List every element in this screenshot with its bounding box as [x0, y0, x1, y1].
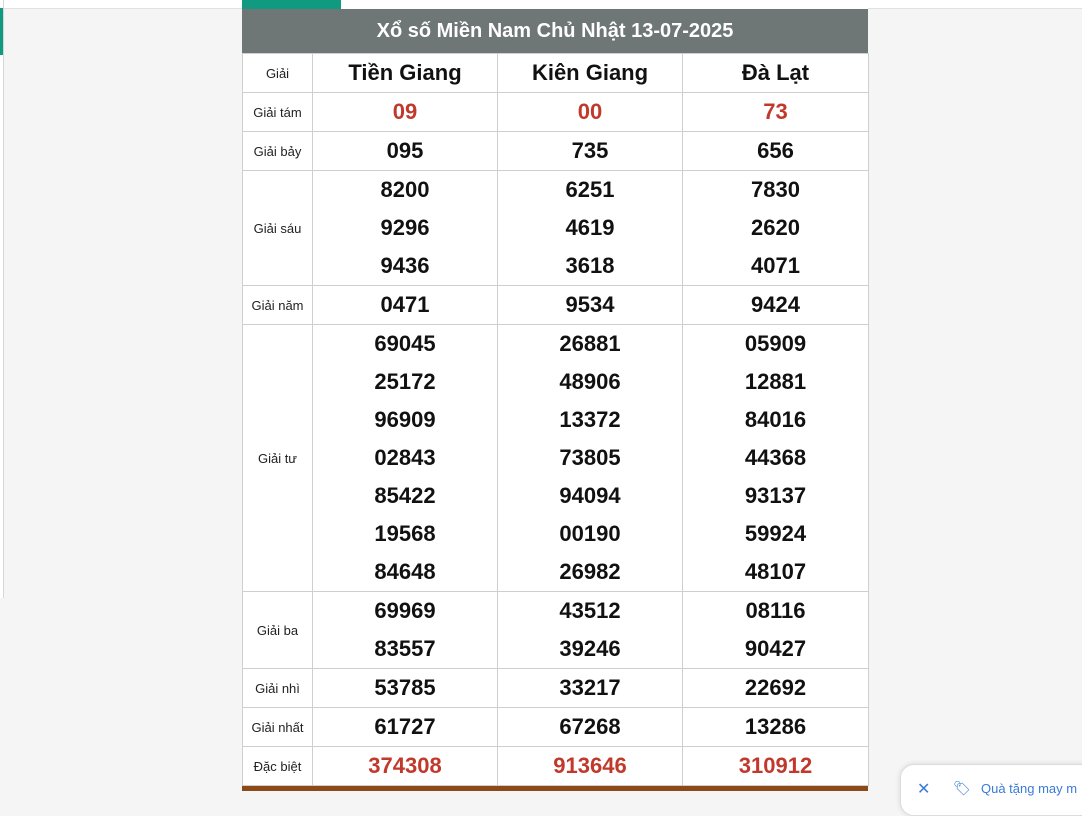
prize-number: 22692	[744, 675, 807, 700]
prize-row-giai-nam	[243, 286, 869, 325]
prize-number: 48107	[744, 559, 807, 584]
prize-cell	[313, 171, 498, 286]
prize-cell	[498, 592, 683, 669]
prize-cell	[313, 747, 498, 786]
table-header-row	[243, 54, 869, 93]
province-header-tien-giang: Tiền Giang	[313, 54, 498, 93]
prize-number: 12881	[744, 369, 807, 394]
prize-number: 4071	[751, 253, 800, 278]
prize-number: 61727	[374, 714, 436, 739]
prize-number: 84648	[374, 559, 436, 584]
results-title: Xổ số Miền Nam Chủ Nhật 13-07-2025	[242, 9, 868, 53]
prize-number: 43512	[559, 598, 621, 623]
prize-cell	[683, 171, 869, 286]
left-accent-tab[interactable]	[0, 8, 3, 55]
prize-cell	[498, 325, 683, 592]
prize-label: Giải tư	[243, 325, 313, 592]
prize-number: 9534	[565, 292, 615, 317]
prize-number: 19568	[374, 521, 436, 546]
close-icon[interactable]: ✕	[917, 781, 931, 798]
prize-cell	[498, 132, 683, 171]
prize-number: 7830	[751, 177, 800, 202]
prize-number: 69045	[374, 331, 436, 356]
prize-row-giai-ba	[243, 592, 869, 669]
prize-number: 00190	[559, 521, 621, 546]
prize-number: 33217	[559, 675, 621, 700]
prize-row-giai-tam	[243, 93, 869, 132]
prize-cell	[498, 708, 683, 747]
prize-number: 02843	[374, 445, 436, 470]
prize-number: 13372	[559, 407, 621, 432]
prize-number: 05909	[744, 331, 807, 356]
prize-number: 53785	[374, 675, 436, 700]
prize-header-label: Giải	[243, 54, 313, 93]
prize-cell	[313, 286, 498, 325]
prize-number: 26881	[559, 331, 621, 356]
prize-number: 374308	[368, 753, 442, 778]
prize-number: 26982	[559, 559, 621, 584]
prize-number: 48906	[559, 369, 621, 394]
tag-icon: 🏷	[953, 780, 971, 796]
prize-cell	[683, 132, 869, 171]
prize-number: 67268	[559, 714, 621, 739]
prize-row-giai-bay	[243, 132, 869, 171]
prize-cell	[313, 132, 498, 171]
prize-row-giai-sau	[243, 171, 869, 286]
prize-number: 59924	[744, 521, 807, 546]
active-tab-indicator[interactable]	[242, 0, 341, 9]
prize-number: 96909	[374, 407, 436, 432]
prize-cell	[498, 93, 683, 132]
prize-cell	[683, 93, 869, 132]
prize-label: Giải ba	[243, 592, 313, 669]
prize-number: 3618	[565, 253, 615, 278]
prize-cell	[683, 286, 869, 325]
prize-label: Đặc biệt	[243, 747, 313, 786]
prize-label: Giải nhì	[243, 669, 313, 708]
prize-cell	[683, 708, 869, 747]
prize-number: 735	[571, 138, 609, 163]
prize-cell	[498, 286, 683, 325]
prize-row-giai-nhi	[243, 669, 869, 708]
prize-number: 85422	[374, 483, 436, 508]
prize-number: 08116	[745, 598, 806, 623]
province-header-kien-giang: Kiên Giang	[498, 54, 683, 93]
prize-number: 39246	[559, 636, 621, 661]
promo-text[interactable]: Quà tặng may m	[981, 781, 1078, 796]
prize-number: 0471	[380, 292, 430, 317]
prize-number: 9424	[751, 292, 800, 317]
prize-cell	[683, 592, 869, 669]
prize-number: 913646	[553, 753, 627, 778]
prize-cell	[683, 325, 869, 592]
province-header-da-lat: Đà Lạt	[683, 54, 869, 93]
prize-number: 00	[577, 99, 603, 124]
prize-cell	[313, 708, 498, 747]
prize-row-dac-biet	[243, 747, 869, 786]
prize-number: 73805	[559, 445, 621, 470]
prize-label: Giải tám	[243, 93, 313, 132]
prize-number: 095	[386, 138, 424, 163]
prize-label: Giải sáu	[243, 171, 313, 286]
prize-cell	[498, 747, 683, 786]
prize-number: 6251	[565, 177, 615, 202]
prize-cell	[313, 669, 498, 708]
lottery-results-container	[242, 0, 868, 791]
prize-number: 25172	[374, 369, 436, 394]
prize-cell	[683, 669, 869, 708]
prize-row-giai-nhat	[243, 708, 869, 747]
prize-cell	[498, 669, 683, 708]
prize-cell	[313, 325, 498, 592]
prize-number: 09	[392, 99, 418, 124]
prize-number: 69969	[374, 598, 436, 623]
prize-number: 83557	[374, 636, 436, 661]
promo-popup[interactable]	[900, 764, 1082, 816]
prize-label: Giải bảy	[243, 132, 313, 171]
prize-number: 4619	[565, 215, 615, 240]
tab-strip	[242, 0, 868, 9]
prize-number: 94094	[559, 483, 621, 508]
prize-cell	[683, 747, 869, 786]
bottom-border	[242, 786, 868, 791]
left-side-panel	[0, 0, 4, 598]
prize-number: 9296	[380, 215, 430, 240]
prize-number: 8200	[380, 177, 430, 202]
prize-cell	[313, 93, 498, 132]
prize-label: Giải nhất	[243, 708, 313, 747]
prize-number: 310912	[738, 753, 813, 778]
prize-cell	[313, 592, 498, 669]
prize-number: 73	[763, 99, 788, 124]
prize-number: 656	[757, 138, 794, 163]
prize-number: 9436	[380, 253, 430, 278]
prize-label: Giải năm	[243, 286, 313, 325]
results-table	[242, 53, 869, 786]
prize-number: 44368	[744, 445, 807, 470]
prize-cell	[498, 171, 683, 286]
prize-row-giai-tu	[243, 325, 869, 592]
prize-number: 84016	[744, 407, 807, 432]
prize-number: 93137	[744, 483, 807, 508]
prize-number: 90427	[744, 636, 807, 661]
prize-number: 2620	[751, 215, 800, 240]
prize-number: 13286	[744, 714, 807, 739]
